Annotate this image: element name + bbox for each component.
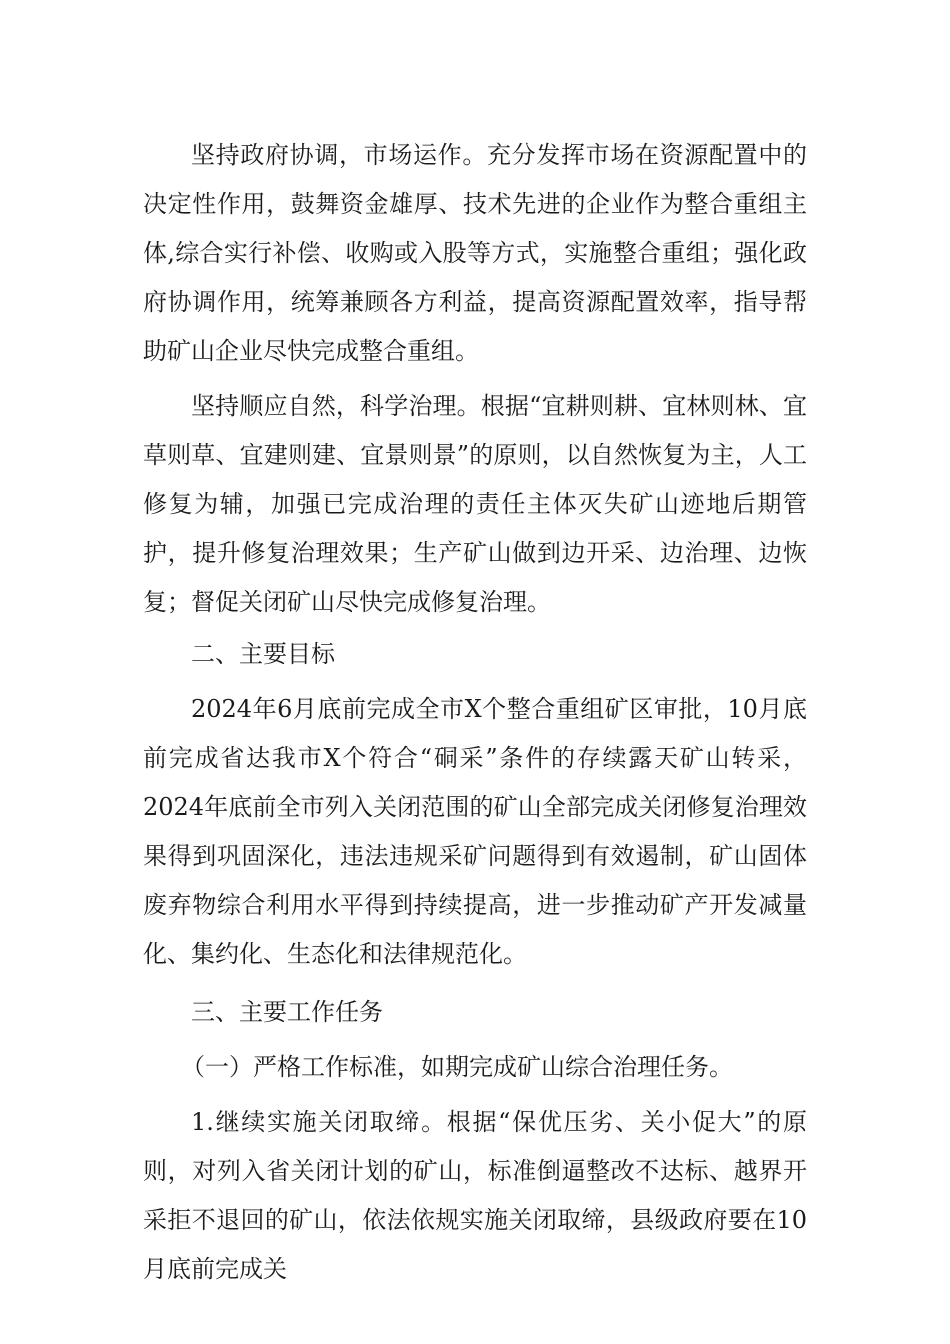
paragraph-closure-task: 1.继续实施关闭取缔。根据“保优压劣、关小促大”的原则，对列入省关闭计划的矿山，标准倒逼整改不达标、越界开采拒不退回的矿山，依法依规实施关闭取缔，县级政府要在10月底前完成关 bbox=[143, 1108, 807, 1283]
paragraph-government-coordination: 坚持政府协调，市场运作。充分发挥市场在资源配置中的决定性作用，鼓舞资金雄厚、技术先进的企业作为整合重组主体,综合实行补偿、收购或入股等方式，实施整合重组；强化政府协调作用，统筹兼顾各方利益，提高资源配置效率，指导帮助矿山企业尽快完成整合重组。 bbox=[143, 141, 807, 365]
paragraph-natural-restoration: 坚持顺应自然，科学治理。根据“宜耕则耕、宜林则林、宜草则草、宜建则建、宜景则景”的原则，以自然恢复为主，人工修复为辅，加强已完成治理的责任主体灭失矿山迹地后期管护，提升修复治理效果；生产矿山做到边开采、边治理、边恢复；督促关闭矿山尽快完成修复治理。 bbox=[143, 392, 807, 616]
document-body bbox=[143, 131, 807, 1294]
paragraph-main-goals: 2024年6月底前完成全市X个整合重组矿区审批，10月底前完成省达我市X个符合“硐采”条件的存续露天矿山转采，2024年底前全市列入关闭范围的矿山全部完成关闭修复治理效果得到巩固深化，违法违规采矿问题得到有效遏制，矿山固体废弃物综合利用水平得到持续提高，进一步推动矿产开发减量化、集约化、生态化和法律规范化。 bbox=[143, 695, 807, 968]
subsection-heading-work-standards: （一）严格工作标准，如期完成矿山综合治理任务。 bbox=[181, 1053, 733, 1081]
section-heading-main-tasks: 三、主要工作任务 bbox=[191, 998, 383, 1026]
section-heading-main-goals: 二、主要目标 bbox=[191, 640, 335, 668]
